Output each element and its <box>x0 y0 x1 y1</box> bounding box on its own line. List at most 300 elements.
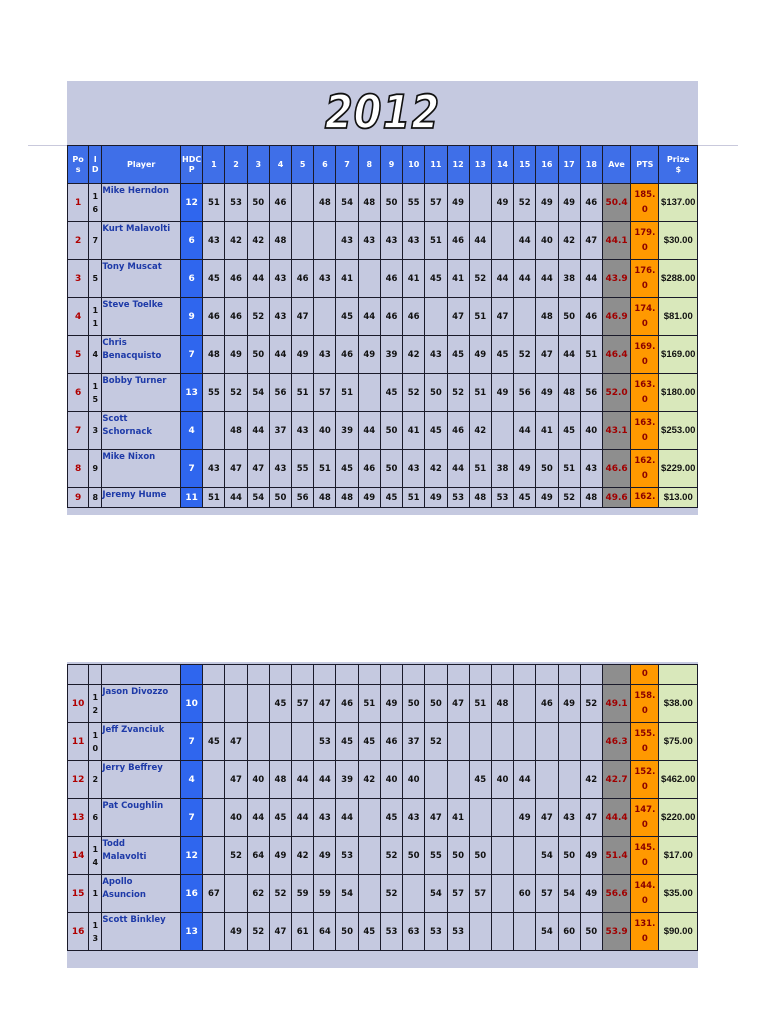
continuation-cell <box>403 665 425 685</box>
score-cell-hole-10 <box>403 875 425 913</box>
score-cell-hole-1: 67 <box>203 875 225 913</box>
continuation-cell <box>380 665 402 685</box>
score-cell-hole-4: 47 <box>269 913 291 951</box>
score-cell-hole-4 <box>269 723 291 761</box>
average-cell: 46.9 <box>602 298 630 336</box>
handicap-cell: 4 <box>181 412 203 450</box>
score-cell-hole-17: 42 <box>558 222 580 260</box>
score-cell-hole-4: 37 <box>269 412 291 450</box>
score-cell-hole-18: 49 <box>580 837 602 875</box>
average-cell: 46.3 <box>602 723 630 761</box>
score-cell-hole-9: 45 <box>380 374 402 412</box>
score-cell-hole-14: 53 <box>491 488 513 508</box>
header-hdcp: HDC P <box>181 146 203 184</box>
header-17: 17 <box>558 146 580 184</box>
score-cell-hole-1 <box>203 761 225 799</box>
score-cell-hole-11: 42 <box>425 450 447 488</box>
table-row <box>68 298 698 336</box>
position-cell: 7 <box>68 412 89 450</box>
position-cell: 11 <box>68 723 89 761</box>
score-cell-hole-17: 60 <box>558 913 580 951</box>
prize-cell: $229.00 <box>659 450 698 488</box>
score-cell-hole-12: 41 <box>447 260 469 298</box>
score-cell-hole-15: 52 <box>514 184 536 222</box>
score-cell-hole-16: 47 <box>536 336 558 374</box>
score-cell-hole-13 <box>469 799 491 837</box>
prize-cell: $35.00 <box>659 875 698 913</box>
player-name: Kurt Malavolti <box>102 222 181 260</box>
score-cell-hole-15 <box>514 913 536 951</box>
average-cell: 43.9 <box>602 260 630 298</box>
prize-cell: $180.00 <box>659 374 698 412</box>
score-cell-hole-6: 40 <box>314 412 336 450</box>
score-cell-hole-18: 56 <box>580 374 602 412</box>
continuation-cell <box>491 665 513 685</box>
score-cell-hole-12: 47 <box>447 685 469 723</box>
score-cell-hole-3: 44 <box>247 799 269 837</box>
score-cell-hole-8: 49 <box>358 488 380 508</box>
player-name: Bobby Turner <box>102 374 181 412</box>
score-cell-hole-11: 45 <box>425 412 447 450</box>
score-cell-hole-14 <box>491 875 513 913</box>
points-cell: 162. <box>631 488 659 508</box>
score-cell-hole-7: 54 <box>336 875 358 913</box>
id-cell: 4 <box>89 336 102 374</box>
points-cell: 145. 0 <box>631 837 659 875</box>
continuation-cell <box>247 665 269 685</box>
player-name: Chris Benacquisto <box>102 336 181 374</box>
player-name: Jeremy Hume <box>102 488 181 508</box>
score-cell-hole-18: 48 <box>580 488 602 508</box>
score-cell-hole-1: 51 <box>203 488 225 508</box>
score-cell-hole-8 <box>358 260 380 298</box>
score-cell-hole-18: 44 <box>580 260 602 298</box>
score-cell-hole-2 <box>225 875 247 913</box>
score-cell-hole-7: 41 <box>336 260 358 298</box>
score-cell-hole-12: 53 <box>447 913 469 951</box>
score-cell-hole-16: 54 <box>536 837 558 875</box>
player-name: Scott Binkley <box>102 913 181 951</box>
score-cell-hole-12: 45 <box>447 336 469 374</box>
position-cell: 13 <box>68 799 89 837</box>
score-cell-hole-10: 63 <box>403 913 425 951</box>
score-cell-hole-4: 44 <box>269 336 291 374</box>
player-name: Scott Schornack <box>102 412 181 450</box>
score-cell-hole-2: 40 <box>225 799 247 837</box>
score-cell-hole-12 <box>447 723 469 761</box>
score-cell-hole-1 <box>203 913 225 951</box>
table-row <box>68 184 698 222</box>
score-cell-hole-10: 55 <box>403 184 425 222</box>
score-cell-hole-18: 46 <box>580 298 602 336</box>
handicap-cell: 6 <box>181 222 203 260</box>
score-cell-hole-16: 48 <box>536 298 558 336</box>
score-cell-hole-16: 49 <box>536 374 558 412</box>
header-2: 2 <box>225 146 247 184</box>
score-cell-hole-5: 59 <box>292 875 314 913</box>
points-cell: 155. 0 <box>631 723 659 761</box>
player-name: Mike Herndon <box>102 184 181 222</box>
continuation-cell <box>102 665 181 685</box>
score-cell-hole-7: 45 <box>336 723 358 761</box>
score-cell-hole-4: 43 <box>269 450 291 488</box>
score-cell-hole-13 <box>469 184 491 222</box>
score-cell-hole-13: 45 <box>469 761 491 799</box>
score-cell-hole-5 <box>292 222 314 260</box>
score-cell-hole-14: 48 <box>491 685 513 723</box>
average-cell: 44.1 <box>602 222 630 260</box>
continuation-cell: 0 <box>631 665 659 685</box>
score-cell-hole-11: 45 <box>425 260 447 298</box>
score-cell-hole-12: 52 <box>447 374 469 412</box>
score-cell-hole-16: 44 <box>536 260 558 298</box>
position-cell: 14 <box>68 837 89 875</box>
score-cell-hole-12: 44 <box>447 450 469 488</box>
score-cell-hole-7: 50 <box>336 913 358 951</box>
page-title-block <box>67 81 698 145</box>
position-cell: 8 <box>68 450 89 488</box>
score-cell-hole-18: 50 <box>580 913 602 951</box>
average-cell: 50.4 <box>602 184 630 222</box>
id-cell: 9 <box>89 450 102 488</box>
score-cell-hole-16: 49 <box>536 184 558 222</box>
score-cell-hole-2: 44 <box>225 488 247 508</box>
continuation-cell <box>425 665 447 685</box>
score-cell-hole-18: 52 <box>580 685 602 723</box>
average-cell: 42.7 <box>602 761 630 799</box>
prize-cell: $462.00 <box>659 761 698 799</box>
id-cell: 5 <box>89 260 102 298</box>
score-cell-hole-9: 52 <box>380 875 402 913</box>
score-cell-hole-13: 50 <box>469 837 491 875</box>
score-cell-hole-5: 42 <box>292 837 314 875</box>
score-cell-hole-13: 51 <box>469 374 491 412</box>
score-cell-hole-4: 56 <box>269 374 291 412</box>
score-cell-hole-5: 46 <box>292 260 314 298</box>
score-cell-hole-3: 44 <box>247 260 269 298</box>
table-row <box>68 336 698 374</box>
table-row <box>68 488 698 508</box>
average-cell: 52.0 <box>602 374 630 412</box>
score-cell-hole-2: 46 <box>225 260 247 298</box>
handicap-cell: 16 <box>181 875 203 913</box>
score-cell-hole-17: 52 <box>558 488 580 508</box>
prize-cell: $75.00 <box>659 723 698 761</box>
score-cell-hole-1: 43 <box>203 450 225 488</box>
average-cell: 46.6 <box>602 450 630 488</box>
score-cell-hole-12: 41 <box>447 799 469 837</box>
score-cell-hole-1: 43 <box>203 222 225 260</box>
score-cell-hole-12: 46 <box>447 222 469 260</box>
score-cell-hole-11: 57 <box>425 184 447 222</box>
continuation-cell <box>314 665 336 685</box>
score-cell-hole-13: 51 <box>469 685 491 723</box>
score-cell-hole-6: 47 <box>314 685 336 723</box>
header-pos: Po s <box>68 146 89 184</box>
header-12: 12 <box>447 146 469 184</box>
continuation-cell <box>447 665 469 685</box>
handicap-cell: 6 <box>181 260 203 298</box>
score-cell-hole-11: 43 <box>425 336 447 374</box>
score-cell-hole-13: 57 <box>469 875 491 913</box>
score-cell-hole-15 <box>514 685 536 723</box>
score-cell-hole-13 <box>469 913 491 951</box>
score-cell-hole-9: 46 <box>380 298 402 336</box>
points-cell: 147. 0 <box>631 799 659 837</box>
id-cell: 2 <box>89 761 102 799</box>
score-cell-hole-15: 52 <box>514 336 536 374</box>
score-cell-hole-17: 50 <box>558 298 580 336</box>
header-player: Player <box>102 146 181 184</box>
continuation-cell <box>558 665 580 685</box>
score-cell-hole-8: 42 <box>358 761 380 799</box>
score-cell-hole-12: 49 <box>447 184 469 222</box>
score-cell-hole-16: 54 <box>536 913 558 951</box>
score-cell-hole-6: 48 <box>314 184 336 222</box>
score-cell-hole-10: 43 <box>403 222 425 260</box>
score-cell-hole-18: 43 <box>580 450 602 488</box>
handicap-cell: 4 <box>181 761 203 799</box>
table-row <box>68 685 698 723</box>
table-row <box>68 723 698 761</box>
id-cell: 8 <box>89 488 102 508</box>
prize-cell: $38.00 <box>659 685 698 723</box>
score-cell-hole-2: 52 <box>225 837 247 875</box>
score-cell-hole-9: 46 <box>380 723 402 761</box>
header-row <box>68 146 698 184</box>
id-cell: 1 <box>89 875 102 913</box>
points-cell: 163. 0 <box>631 374 659 412</box>
score-cell-hole-11 <box>425 298 447 336</box>
score-cell-hole-4: 46 <box>269 184 291 222</box>
handicap-cell: 7 <box>181 799 203 837</box>
score-cell-hole-1 <box>203 685 225 723</box>
score-cell-hole-12: 53 <box>447 488 469 508</box>
score-cell-hole-3: 42 <box>247 222 269 260</box>
score-cell-hole-8 <box>358 837 380 875</box>
score-cell-hole-7: 51 <box>336 374 358 412</box>
score-cell-hole-4: 45 <box>269 685 291 723</box>
score-cell-hole-16: 41 <box>536 412 558 450</box>
score-cell-hole-6: 51 <box>314 450 336 488</box>
score-cell-hole-5: 56 <box>292 488 314 508</box>
player-name: Mike Nixon <box>102 450 181 488</box>
score-cell-hole-11: 54 <box>425 875 447 913</box>
handicap-cell: 7 <box>181 450 203 488</box>
points-cell: 162. 0 <box>631 450 659 488</box>
score-cell-hole-7: 46 <box>336 685 358 723</box>
score-cell-hole-2: 46 <box>225 298 247 336</box>
score-cell-hole-2: 42 <box>225 222 247 260</box>
continuation-cell <box>536 665 558 685</box>
score-cell-hole-1: 55 <box>203 374 225 412</box>
id-cell: 3 <box>89 412 102 450</box>
position-cell: 16 <box>68 913 89 951</box>
score-cell-hole-10: 50 <box>403 837 425 875</box>
score-cell-hole-11: 49 <box>425 488 447 508</box>
score-cell-hole-10: 50 <box>403 685 425 723</box>
score-cell-hole-13: 49 <box>469 336 491 374</box>
score-cell-hole-18: 47 <box>580 222 602 260</box>
score-cell-hole-1 <box>203 799 225 837</box>
score-cell-hole-14: 40 <box>491 761 513 799</box>
header-8: 8 <box>358 146 380 184</box>
table-row <box>68 260 698 298</box>
header-4: 4 <box>269 146 291 184</box>
position-cell: 15 <box>68 875 89 913</box>
score-cell-hole-1: 51 <box>203 184 225 222</box>
continuation-cell <box>292 665 314 685</box>
score-cell-hole-18: 49 <box>580 875 602 913</box>
points-cell: 185. 0 <box>631 184 659 222</box>
score-cell-hole-9: 52 <box>380 837 402 875</box>
score-cell-hole-10: 52 <box>403 374 425 412</box>
score-cell-hole-5: 51 <box>292 374 314 412</box>
score-cell-hole-15: 44 <box>514 222 536 260</box>
score-cell-hole-9: 43 <box>380 222 402 260</box>
header-9: 9 <box>380 146 402 184</box>
score-cell-hole-17 <box>558 761 580 799</box>
score-cell-hole-14: 38 <box>491 450 513 488</box>
header-id: I D <box>89 146 102 184</box>
score-cell-hole-2 <box>225 685 247 723</box>
score-cell-hole-3: 54 <box>247 374 269 412</box>
standings-table-top <box>67 145 698 508</box>
score-cell-hole-11: 50 <box>425 685 447 723</box>
score-cell-hole-10: 41 <box>403 412 425 450</box>
score-cell-hole-3: 62 <box>247 875 269 913</box>
points-cell: 169. 0 <box>631 336 659 374</box>
score-cell-hole-18: 46 <box>580 184 602 222</box>
table-row <box>68 913 698 951</box>
score-cell-hole-5: 44 <box>292 761 314 799</box>
score-cell-hole-16: 57 <box>536 875 558 913</box>
score-cell-hole-12: 47 <box>447 298 469 336</box>
score-cell-hole-6: 59 <box>314 875 336 913</box>
prize-cell: $90.00 <box>659 913 698 951</box>
score-cell-hole-1: 48 <box>203 336 225 374</box>
score-cell-hole-5: 55 <box>292 450 314 488</box>
header-5: 5 <box>292 146 314 184</box>
score-cell-hole-16 <box>536 761 558 799</box>
score-cell-hole-5: 57 <box>292 685 314 723</box>
score-cell-hole-15: 60 <box>514 875 536 913</box>
average-cell: 53.9 <box>602 913 630 951</box>
score-cell-hole-8: 44 <box>358 412 380 450</box>
score-cell-hole-9: 50 <box>380 412 402 450</box>
continuation-cell <box>181 665 203 685</box>
points-cell: 179. 0 <box>631 222 659 260</box>
prize-cell: $220.00 <box>659 799 698 837</box>
score-cell-hole-10: 42 <box>403 336 425 374</box>
table-row <box>68 875 698 913</box>
score-cell-hole-16: 40 <box>536 222 558 260</box>
header-prize: Prize $ <box>659 146 698 184</box>
score-cell-hole-17: 38 <box>558 260 580 298</box>
score-cell-hole-14: 49 <box>491 374 513 412</box>
score-cell-hole-7: 44 <box>336 799 358 837</box>
score-cell-hole-1: 45 <box>203 260 225 298</box>
header-15: 15 <box>514 146 536 184</box>
handicap-cell: 9 <box>181 298 203 336</box>
score-cell-hole-1 <box>203 412 225 450</box>
score-cell-hole-6 <box>314 222 336 260</box>
id-cell: 1 2 <box>89 685 102 723</box>
score-cell-hole-6: 48 <box>314 488 336 508</box>
points-cell: 176. 0 <box>631 260 659 298</box>
score-cell-hole-10: 46 <box>403 298 425 336</box>
score-cell-hole-2: 53 <box>225 184 247 222</box>
score-cell-hole-6: 53 <box>314 723 336 761</box>
points-cell: 144. 0 <box>631 875 659 913</box>
score-cell-hole-10: 41 <box>403 260 425 298</box>
score-cell-hole-18: 40 <box>580 412 602 450</box>
score-cell-hole-6: 44 <box>314 761 336 799</box>
header-13: 13 <box>469 146 491 184</box>
prize-cell: $169.00 <box>659 336 698 374</box>
score-cell-hole-8: 44 <box>358 298 380 336</box>
score-cell-hole-3: 50 <box>247 336 269 374</box>
score-cell-hole-15 <box>514 723 536 761</box>
score-cell-hole-2: 47 <box>225 450 247 488</box>
score-cell-hole-16: 49 <box>536 488 558 508</box>
score-cell-hole-12: 46 <box>447 412 469 450</box>
score-cell-hole-10: 37 <box>403 723 425 761</box>
table-row <box>68 799 698 837</box>
score-cell-hole-5: 44 <box>292 799 314 837</box>
header-ave: Ave <box>602 146 630 184</box>
score-cell-hole-14: 45 <box>491 336 513 374</box>
player-name: Steve Toelke <box>102 298 181 336</box>
prize-cell: $13.00 <box>659 488 698 508</box>
score-cell-hole-8: 43 <box>358 222 380 260</box>
handicap-cell: 13 <box>181 913 203 951</box>
score-cell-hole-6: 49 <box>314 837 336 875</box>
id-cell: 1 6 <box>89 184 102 222</box>
score-cell-hole-7: 53 <box>336 837 358 875</box>
score-cell-hole-2: 47 <box>225 723 247 761</box>
score-cell-hole-13: 51 <box>469 450 491 488</box>
continuation-cell <box>68 665 89 685</box>
position-cell: 2 <box>68 222 89 260</box>
score-cell-hole-8: 48 <box>358 184 380 222</box>
player-name: Pat Coughlin <box>102 799 181 837</box>
player-name: Jerry Beffrey <box>102 761 181 799</box>
score-cell-hole-6 <box>314 298 336 336</box>
score-cell-hole-13 <box>469 723 491 761</box>
table-row <box>68 761 698 799</box>
player-name: Jeff Zvanciuk <box>102 723 181 761</box>
score-cell-hole-7: 48 <box>336 488 358 508</box>
score-cell-hole-10: 43 <box>403 450 425 488</box>
score-cell-hole-4: 48 <box>269 761 291 799</box>
score-cell-hole-13: 52 <box>469 260 491 298</box>
score-cell-hole-8: 45 <box>358 913 380 951</box>
header-6: 6 <box>314 146 336 184</box>
score-cell-hole-10: 40 <box>403 761 425 799</box>
score-cell-hole-16: 50 <box>536 450 558 488</box>
average-cell: 49.6 <box>602 488 630 508</box>
id-cell: 6 <box>89 799 102 837</box>
prize-cell: $81.00 <box>659 298 698 336</box>
score-cell-hole-14: 49 <box>491 184 513 222</box>
score-cell-hole-14 <box>491 222 513 260</box>
average-cell: 49.1 <box>602 685 630 723</box>
handicap-cell: 10 <box>181 685 203 723</box>
score-cell-hole-5: 43 <box>292 412 314 450</box>
score-cell-hole-6: 64 <box>314 913 336 951</box>
continuation-cell <box>203 665 225 685</box>
